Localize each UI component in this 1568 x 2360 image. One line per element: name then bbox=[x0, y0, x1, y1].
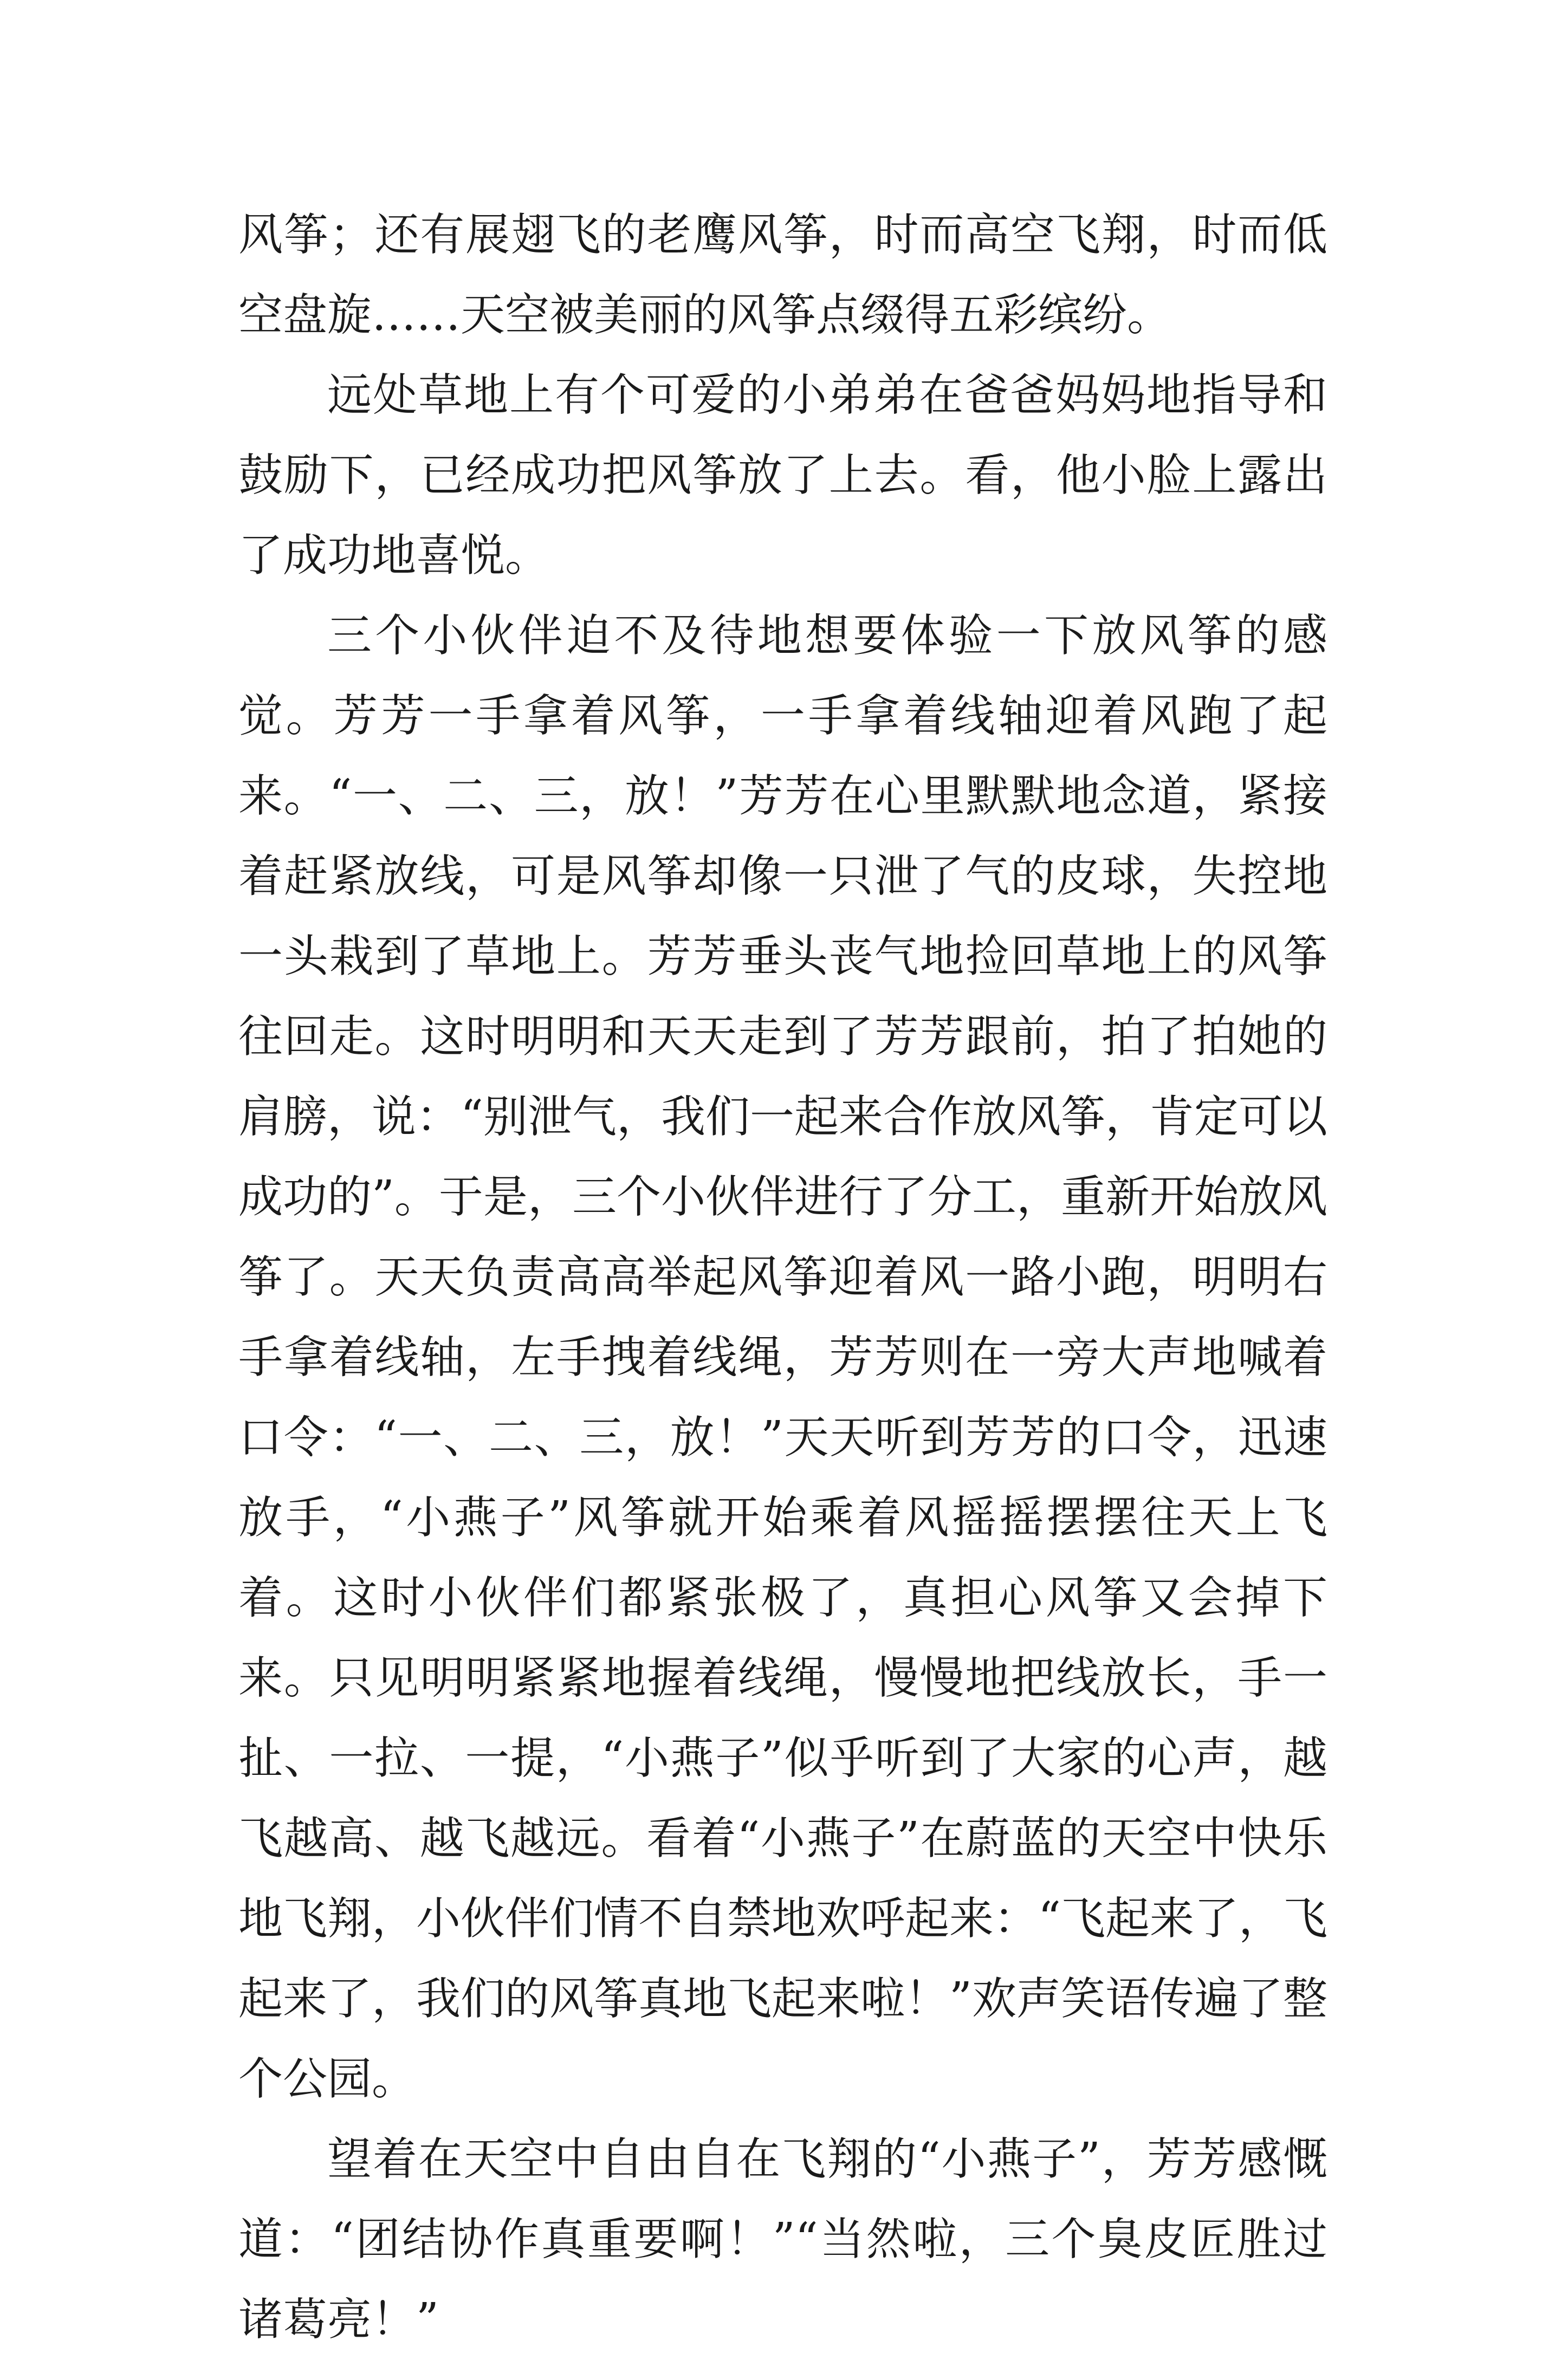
document-page bbox=[238, 195, 1327, 2360]
paragraph-continued: 风筝；还有展翅飞的老鹰风筝，时而高空飞翔，时而低空盘旋……天空被美丽的风筝点缀得五彩缤纷。 bbox=[238, 209, 1327, 341]
paragraph-flying-kite: 三个小伙伴迫不及待地想要体验一下放风筝的感觉。芳芳一手拿着风筝，一手拿着线轴迎着风跑了起来。“一、二、三，放！”芳芳在心里默默地念道，紧接着赶紧放线，可是风筝却像一只泄了气的皮球，失控地一头栽到了草地上。芳芳垂头丧气地捡回草地上的风筝往回走。这时明明和天天走到了芳芳跟前，拍了拍她的肩膀，说：“别泄气，我们一起来合作放风筝，肯定可以成功的”。于是，三个小伙伴进行了分工，重新开始放风筝了。天天负责高高举起风筝迎着风一路小跑，明明右手拿着线轴，左手拽着线绳，芳芳则在一旁大声地喊着口令：“一、二、三，放！”天天听到芳芳的口令，迅速放手，“小燕子”风筝就开始乘着风摇摇摆摆往天上飞着。这时小伙伴们都紧张极了，真担心风筝又会掉下来。只见明明紧紧地握着线绳，慢慢地把线放长，手一扯、一拉、一提，“小燕子”似乎听到了大家的心声，越飞越高、越飞越远。看着“小燕子”在蔚蓝的天空中快乐地飞翔，小伙伴们情不自禁地欢呼起来：“飞起来了，飞起来了，我们的风筝真地飞起来啦！”欢声笑语传遍了整个公园。 bbox=[238, 610, 1327, 2105]
paragraph-little-brother: 远处草地上有个可爱的小弟弟在爸爸妈妈地指导和鼓励下，已经成功把风筝放了上去。看，他小脸上露出了成功地喜悦。 bbox=[238, 369, 1327, 581]
paragraph-teamwork: 望着在天空中自由自在飞翔的“小燕子”，芳芳感慨道：“团结协作真重要啊！”“当然啦，三个臭皮匠胜过诸葛亮！” bbox=[238, 2134, 1327, 2345]
